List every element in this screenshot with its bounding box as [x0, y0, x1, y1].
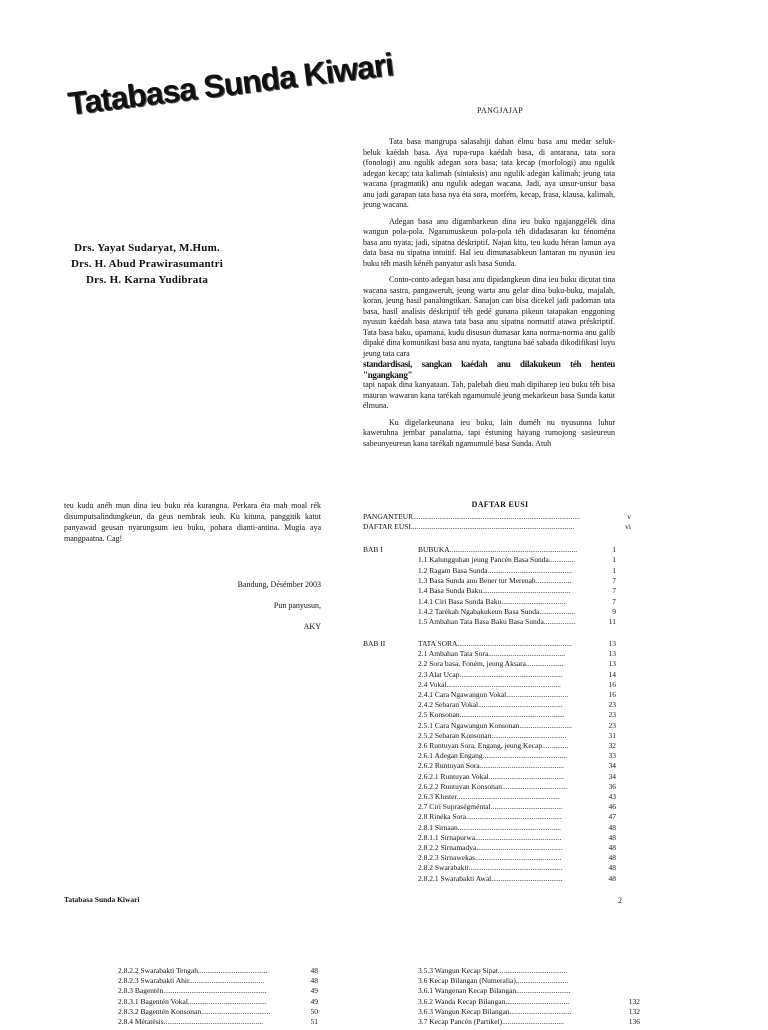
preface-paragraph: Ku digelarkeunana ieu buku, lain duméh nu nyusunna luhur kaweruhna jembar panalarna, tapi éstuning hayang rumojong sasieureun sabeunyeureun kana tarékah ngamumulé basa Sunda. Atuh — [363, 417, 615, 448]
toc-entry-label: 2.8.3.1 Bagentén Vokal.......................................... — [118, 996, 267, 1006]
author-1: Drs. Yayat Sudaryat, M.Hum. — [74, 242, 220, 254]
toc-entry-page: 136 — [628, 1017, 640, 1026]
toc-entry-label: TATA SORA............................................................. — [418, 639, 572, 648]
toc-entry-label: 2.5.2 Sebaran Konsonan........................................ — [418, 730, 567, 740]
toc-entry-label: 2.6.2.1 Runtuyan Vokal........................................ — [418, 771, 564, 781]
toc-entry-label: 2.8.1.1 Sirnapurwa.............................................. — [418, 832, 562, 842]
toc-entry-label: 1.4 Basa Sunda Baku............................................... — [418, 586, 571, 596]
toc-entry-page: 13 — [608, 649, 616, 659]
toc-entry-page: 48 — [310, 966, 318, 975]
toc-entry-label: 2.8.2.2 Swarabakti Tengah..................................... — [118, 966, 268, 975]
toc-entry-page: 34 — [608, 761, 616, 771]
toc-entry-page: 48 — [608, 853, 616, 863]
preface-heading: PANGJAJAP — [477, 106, 523, 115]
toc-entry-label: 3.6 Kecap Bilangan (Numeralia)............................ — [418, 976, 569, 986]
running-title: Tatabasa Sunda Kiwari — [64, 895, 140, 904]
toc-entry-page: 23 — [608, 700, 616, 710]
toc-entry-page: 48 — [310, 976, 318, 986]
toc-entry-label: 2.2 Sora basa, Foném, jeung Aksara.................... — [418, 659, 564, 669]
toc-entry-page: 50 — [310, 1006, 318, 1016]
toc-entry-label: 1.4.1 Ciri Basa Sunda Baku................................... — [418, 596, 567, 606]
toc-entry-page: 48 — [608, 863, 616, 873]
toc-entry-label: 1.4.2 Tarékah Ngabakukeun Basa Sunda................... — [418, 606, 576, 616]
toc-entry-page: 34 — [608, 771, 616, 781]
toc-entry-label: 1.5 Ambahan Tata Basa Baku Basa Sunda................. — [418, 617, 576, 627]
author-2: Drs. H. Abud Prawirasumantri — [71, 258, 223, 270]
place-date: Bandung, Désémber 2003 — [237, 580, 321, 589]
toc-entry-label: 2.7 Ciri Supraségméntal...................................... — [418, 802, 562, 812]
book-title: Tatabasa Sunda Kiwari — [66, 46, 395, 122]
toc-entry-page: 7 — [612, 596, 616, 606]
toc-entry-page: 13 — [608, 639, 616, 648]
toc-entry — [418, 873, 616, 887]
toc-entry-page: 36 — [608, 781, 616, 791]
toc-entry-label: 2.5.1 Cara Ngawangun Konsonan............................ — [418, 720, 572, 730]
toc-entry-page: 51 — [310, 1017, 318, 1026]
toc-entry-page: 16 — [608, 679, 616, 689]
toc-entry-page: 132 — [628, 1006, 640, 1016]
toc-entry-page: 32 — [608, 741, 616, 750]
toc-chapter-label: BAB II — [363, 639, 386, 648]
toc-entry-label: 2.8.2.2 Sirnamadya.............................................. — [418, 843, 563, 852]
toc-entry-label: 3.6.1 Wangenan Kecap Bilangan............................. — [418, 986, 571, 996]
toc-heading: DAFTAR EUSI — [471, 500, 529, 509]
toc-entry-label: 2.4 Vokal............................................................. — [418, 679, 561, 689]
toc-entry-label: PANGANTEUR......................................................................................... — [363, 512, 581, 521]
toc-entry-page: 48 — [608, 822, 616, 832]
toc-entry-label: 2.5 Konsonan........................................................ — [418, 710, 565, 720]
toc-front-entry — [363, 522, 631, 535]
toc-entry-label: 2.8.4 Métatésis..................................................... — [118, 1017, 263, 1026]
toc-chapter-label: BAB I — [363, 545, 383, 554]
toc-entry-page: 48 — [608, 873, 616, 883]
toc-entry-label: 2.8.3.2 Bagentén Konsonan..................................... — [118, 1006, 271, 1016]
toc-entry-label: 2.8.1 Sirnaan....................................................... — [418, 822, 561, 832]
preface-paragraph-end: tapi napak dina kanyataan. Tah, palebah dieu mah dipiharep ieu buku téh bisa mauran wawaran kana tarékah ngamumulé jeung mekarkeun basa Sunda katut élmuna. — [363, 380, 615, 410]
preface-continuation: teu kudu anéh mun dina ieu buku réa kurangna. Perkara éta mah moal rék disumputsalindungkeun, da geus nembrak ieuh. Ku kituna, panggitik katut panyawad geusan nyarungsum ieu buku, pohara dianti-antina. Mugia aya mangpaatna. Cag! — [64, 501, 321, 543]
toc-entry-page: v — [627, 512, 631, 521]
toc-entry-page: 1 — [612, 565, 616, 575]
toc-entry-page: 11 — [608, 617, 616, 627]
toc-entry-label: 2.6.1 Adegan Engang............................................. — [418, 751, 567, 761]
toc-entry-label: 2.4.1 Cara Ngawangun Vokal................................. — [418, 690, 569, 699]
toc-entry-page: 49 — [310, 986, 318, 996]
toc-entry-label: 2.8.2.3 Swarabakti Ahir........................................ — [118, 976, 265, 986]
author-3: Drs. H. Karna Yudibrata — [85, 274, 209, 286]
toc-entry-page: 46 — [608, 802, 616, 812]
toc-entry-label: 2.1 Ambahan Tata Sora......................................... — [418, 649, 566, 659]
toc-entry-label: 2.6 Runtuyan Sora, Engang, jeung Kecap.............. — [418, 741, 569, 750]
signoff-block — [200, 574, 321, 637]
signer-label: Pun panyusun, — [273, 601, 321, 610]
preface-emphasis-line: standardisasi, sangkan kaédah anu dilakukeun téh henteu "ngangkang" — [363, 359, 615, 380]
toc-entry-page: vi — [625, 522, 631, 531]
toc-entry-page: 1 — [612, 555, 616, 565]
toc-entry-label: 2.8.2 Swarabakti.................................................. — [418, 863, 563, 873]
toc-entry-label: 3.6.3 Wangun Kecap Bilangan................................. — [418, 1006, 572, 1016]
author-list — [62, 240, 232, 288]
toc-entry-page: 31 — [608, 730, 616, 740]
page-number: 2 — [618, 896, 622, 905]
toc-entry-label: 2.8.2.1 Swarabakti Awal...................................... — [418, 873, 563, 883]
toc-entry-label: 3.6.2 Wanda Kecap Bilangan.................................. — [418, 996, 570, 1006]
toc-entry-label: 3.5.3 Wangun Kecap Sipat..................................... — [418, 966, 568, 975]
toc-entry-label: 1.3 Basa Sunda anu Bener tur Merenah................... — [418, 575, 572, 585]
preface-body — [363, 137, 615, 455]
toc-entry-label: 1.1 Kalungguhan jeung Pancén Basa Sunda.............. — [418, 555, 576, 565]
toc-entry-label: 2.8.3 Bagentén....................................................... — [118, 986, 267, 996]
toc-entry-page: 1 — [612, 545, 616, 554]
toc-entry-page: 43 — [608, 792, 616, 801]
toc-entry-page: 132 — [628, 996, 640, 1006]
toc-entry-label: DAFTAR EUSI....................................................................................... — [363, 522, 575, 531]
toc-entry-page: 23 — [608, 720, 616, 730]
toc-entry — [418, 617, 616, 630]
toc-entry-page: 48 — [608, 832, 616, 842]
toc-entry-label: 3.7 Kecap Pancén (Partikel)................................. — [418, 1017, 565, 1026]
toc-entry-label: 1.2 Ragam Basa Sunda............................................. — [418, 565, 572, 575]
toc-entry-page: 9 — [612, 606, 616, 616]
toc-entry-label: BUBUKA.................................................................... — [418, 545, 578, 554]
toc-entry-label: 2.8.2.3 Sirnawekas.............................................. — [418, 853, 562, 863]
toc-entry-label: 2.4.2 Sebaran Vokal............................................. — [418, 700, 563, 710]
toc-entry-label: 2.3 Alat Ucap....................................................... — [418, 669, 563, 679]
toc-entry-page: 33 — [608, 751, 616, 761]
toc-entry-label: 2.6.3 Kluster....................................................... — [418, 792, 560, 801]
toc-entry-page: 14 — [608, 669, 616, 679]
preface-paragraph: Tata basa mangrupa salasahiji dahan élmu basa anu medar seluk- beluk kaédah basa. Aya rupa-rupa kaédah basa, di antarana, tata sora (fonologi) anu ngulik adegan sora basa; tata kecap (morfologi) anu ngulik adegan kecap; tata kalimah (sintaksis) anu ngulik adegan kalimah; jeung tata wacana (pragmatik) anu ngulik adegan wacana. Jadi, aya unsur-unsur basa anu jadi garapan tata basa nya éta sora, morfém, kecap, frasa, klausa, kalimah, jeung wacana. — [363, 137, 615, 209]
toc-entry-label: 2.6.2.2 Runtuyan Konsonan................................... — [418, 781, 568, 791]
signer-initials: AKY — [303, 622, 321, 631]
toc-entry-label: 2.8 Rinéka Sora................................................... — [418, 812, 562, 822]
toc-entry-label: 2.6.2 Runtuyan Sora............................................. — [418, 761, 565, 771]
toc-entry-page: 49 — [310, 996, 318, 1006]
toc-entry-page: 7 — [612, 586, 616, 596]
toc-entry-page: 48 — [608, 843, 616, 852]
toc-entry-page: 16 — [608, 690, 616, 699]
preface-paragraph: Adegan basa anu digambarkeun dina ieu buku ngajanggélék dina wangun pola-pola. Ngarumuskeun pola-pola téh didadasaran ku fénoména basa anu nyata; jadi, sipatna déskriptif. Najan kitu, teu kudu héran lamun aya data basa nu sipatna intuitif. Hal ieu dimunasabkeun lantaran nu nyusun ieu buku téh masih kénéh panyatur asli basa Sunda. — [363, 216, 615, 268]
toc-entry-page: 23 — [608, 710, 616, 720]
toc-entry-page: 7 — [612, 575, 616, 585]
preface-paragraph: Conto-conto adegan basa anu dipidangkeun dina ieu buku dicutat tina wacana sastra, pangaweruh, jeung warta anu gelar dina buku-buku, majalah, koran, jeung hasil panalungtikan. Sanajan can bisa dicekel jadi padoman tata basa, hasil analisis déskriptif téh gedé gunana pikeun tatapakan enggoning nyusun kaédah basa atawa tata basa anu sipatna normatif atawa préskriptif. Tata basa baku, upamana, kudu disusun dumasar kana norma-norma anu galib dipaké dina komunikasi basa anu nyata, tangtuna baé sabada dikodifikasi luyu jeung tata cara — [363, 275, 615, 358]
toc-entry-page: 13 — [608, 659, 616, 669]
toc-entry-page: 47 — [608, 812, 616, 822]
